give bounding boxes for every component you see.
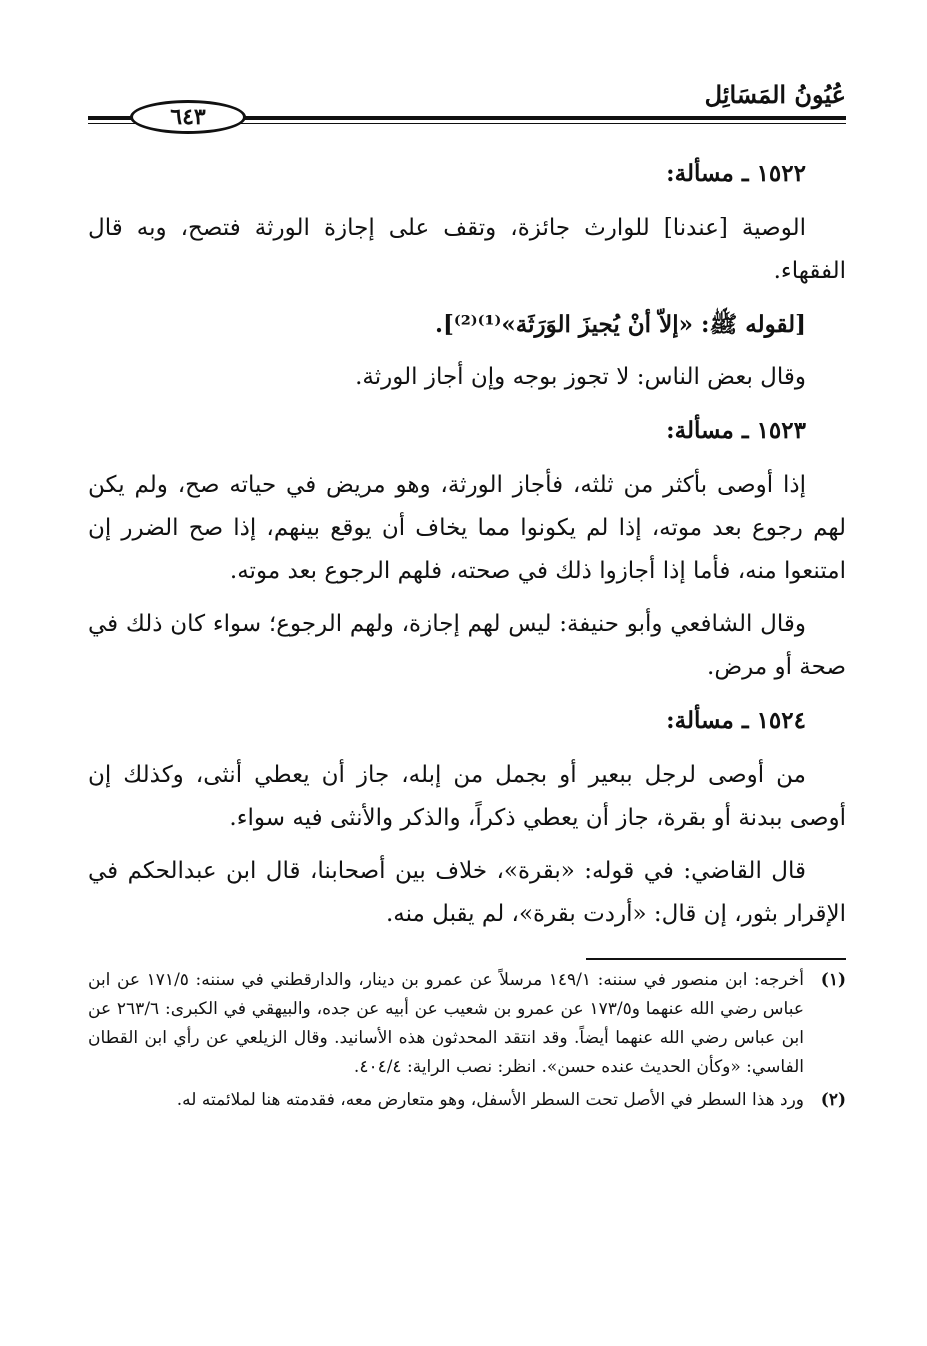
paragraph: الوصية [عندنا] للوارث جائزة، وتقف على إجازة الورثة فتصح، وبه قال الفقهاء. xyxy=(88,215,846,284)
footnotes xyxy=(88,966,846,1115)
footnote-text: ورد هذا السطر في الأصل تحت السطر الأسفل، وهو متعارض معه، فقدمته هنا لملائمته له. xyxy=(176,1090,804,1110)
issue-section xyxy=(88,152,846,399)
paragraph: وقال الشافعي وأبو حنيفة: ليس لهم إجازة، ولهم الرجوع؛ سواء كان ذلك في صحة أو مرض. xyxy=(88,611,846,680)
main-text xyxy=(88,152,846,936)
hadith-quote: [لقوله ﷺ: «إلاّ أنْ يُجيزَ الوَرَثَة»⁽¹⁾⁽²⁾]. xyxy=(434,311,806,338)
footnote-separator xyxy=(586,958,846,960)
footnote xyxy=(88,966,846,1082)
footnote-text: أخرجه: ابن منصور في سننه: ١٤٩/١ مرسلاً عن عمرو بن دينار، والدارقطني في سننه: ١٧١/٥ عن ابن عباس رضي الله عنهما و١٧٣/٥ عن عمرو بن شعيب عن أبيه عن جده، والبيهقي في الكبرى: ٢٦٣/٦ عن ابن عباس رضي الله عنهما أيضاً. وقد انتقد المحدثون هذه الأسانيد. وقال الزيلعي عن رأي ابن القطان الفاسي: «وكأن الحديث عنده حسن». انظر: نصب الراية: ٤٠٤/٤. xyxy=(88,970,805,1077)
issue-section xyxy=(88,699,846,936)
footnote-number: (١) xyxy=(820,970,846,990)
issue-section xyxy=(88,409,846,689)
paragraph: وقال بعض الناس: لا تجوز بوجه وإن أجاز الورثة. xyxy=(355,364,806,390)
book-title: عُيُونُ المَسَائِل xyxy=(704,80,846,109)
paragraph: قال القاضي: في قوله: «بقرة»، خلاف بين أصحابنا، قال ابن عبدالحكم في الإقرار بثور، إن قال: «أردت بقرة»، لم يقبل منه. xyxy=(88,858,846,927)
issue-heading: ١٥٢٣ ـ مسألة: xyxy=(666,417,806,444)
page-number: ٦٤٣ xyxy=(130,100,246,134)
paragraph: من أوصى لرجل ببعير أو بجمل من إبله، جاز أن يعطي أنثى، وكذلك إن أوصى ببدنة أو بقرة، جاز أن يعطي ذكراً، والذكر والأنثى فيه سواء. xyxy=(88,762,846,831)
paragraph: إذا أوصى بأكثر من ثلثه، فأجاز الورثة، وهو مريض في حياته صح، ولم يكن لهم رجوع بعد موته، إذا لم يكونوا مما يخاف أن يوقع بينهم، إذا صح الضرر إن امتنعوا منه، فأما إذا أجازوا ذلك في صحته، فلهم الرجوع بعد موته. xyxy=(88,472,846,584)
footnote-number: (٢) xyxy=(820,1090,846,1110)
issue-heading: ١٥٢٤ ـ مسألة: xyxy=(666,707,806,734)
page-header xyxy=(88,70,846,134)
footnote xyxy=(88,1086,846,1115)
book-page xyxy=(88,70,846,1119)
issue-heading: ١٥٢٢ ـ مسألة: xyxy=(666,160,806,187)
